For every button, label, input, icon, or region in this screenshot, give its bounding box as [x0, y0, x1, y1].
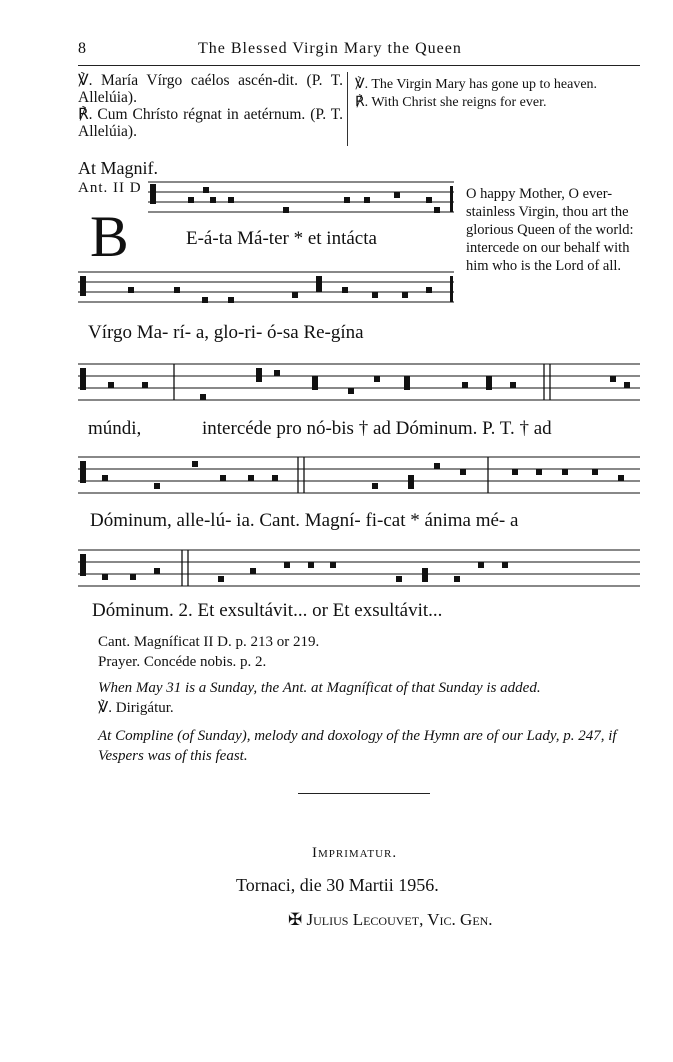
lyrics-line-4: Dóminum, alle-lú- ia. Cant. Magní- fi-cat * ánima mé- a: [90, 510, 519, 531]
note-canticle: Cant. Magníficat II D. p. 213 or 219.: [98, 634, 320, 650]
column-separator: [347, 72, 348, 146]
lyrics-line-3b: intercéde pro nó-bis † ad Dóminum. P. T. † ad: [202, 418, 552, 439]
lyrics-line-5: Dóminum. 2. Et exsultávit... or Et exsultávit...: [92, 600, 443, 621]
lyrics-line-1: E-á-ta Má-ter * et intácta: [186, 228, 377, 249]
note-compline: At Compline (of Sunday), melody and doxology of the Hymn are of our Lady, p. 247, if Vespers was of this feast.: [98, 728, 617, 764]
versicle-latin-v: ℣. María Vírgo caélos ascén-dit. (P. T. Allelúia).: [78, 72, 343, 106]
note-dirigatur: ℣. Dirigátur.: [98, 700, 174, 716]
section-divider: [298, 793, 430, 794]
versicle-english: [355, 76, 643, 112]
imprimatur-label: Imprimatur.: [312, 845, 398, 861]
imprimatur-signature: ✠ Julius Lecouvet, Vic. Gen.: [288, 910, 493, 929]
chant-staff-2: [78, 270, 458, 315]
antiphon-heading: At Magnif.: [78, 158, 158, 178]
note-prayer: Prayer. Concéde nobis. p. 2.: [98, 654, 267, 670]
chant-staff-3: [78, 362, 644, 412]
versicle-latin: [78, 72, 343, 140]
versicle-english-r: ℟. With Christ she reigns for ever.: [355, 95, 547, 110]
rubrics: [98, 632, 648, 766]
chant-staff-1: [148, 180, 458, 230]
translation: O happy Mother, O ever-stainless Virgin, thou art the glorious Queen of the world: intercede on our behalf with him who is the Lord of all.: [466, 186, 634, 274]
page-number: 8: [78, 40, 87, 57]
antiphon-initial: B: [90, 204, 129, 269]
lyrics-line-2: Vírgo Ma- rí- a, glo-ri- ó-sa Re-gína: [88, 322, 364, 343]
header-rule: [78, 65, 640, 66]
versicle-latin-r: ℟. Cum Chrísto régnat in aetérnum. (P. T. Allelúia).: [78, 106, 343, 140]
chant-staff-4: [78, 455, 644, 505]
note-may31: When May 31 is a Sunday, the Ant. at Magníficat of that Sunday is added.: [98, 680, 541, 696]
versicle-english-v: ℣. The Virgin Mary has gone up to heaven.: [355, 77, 598, 92]
chant-staff-5: [78, 548, 644, 598]
imprimatur-place-date: Tornaci, die 30 Martii 1956.: [236, 875, 439, 895]
antiphon-mode: Ant. II D: [78, 180, 142, 196]
page-title: The Blessed Virgin Mary the Queen: [198, 40, 462, 57]
lyrics-line-3a: múndi,: [88, 418, 142, 439]
